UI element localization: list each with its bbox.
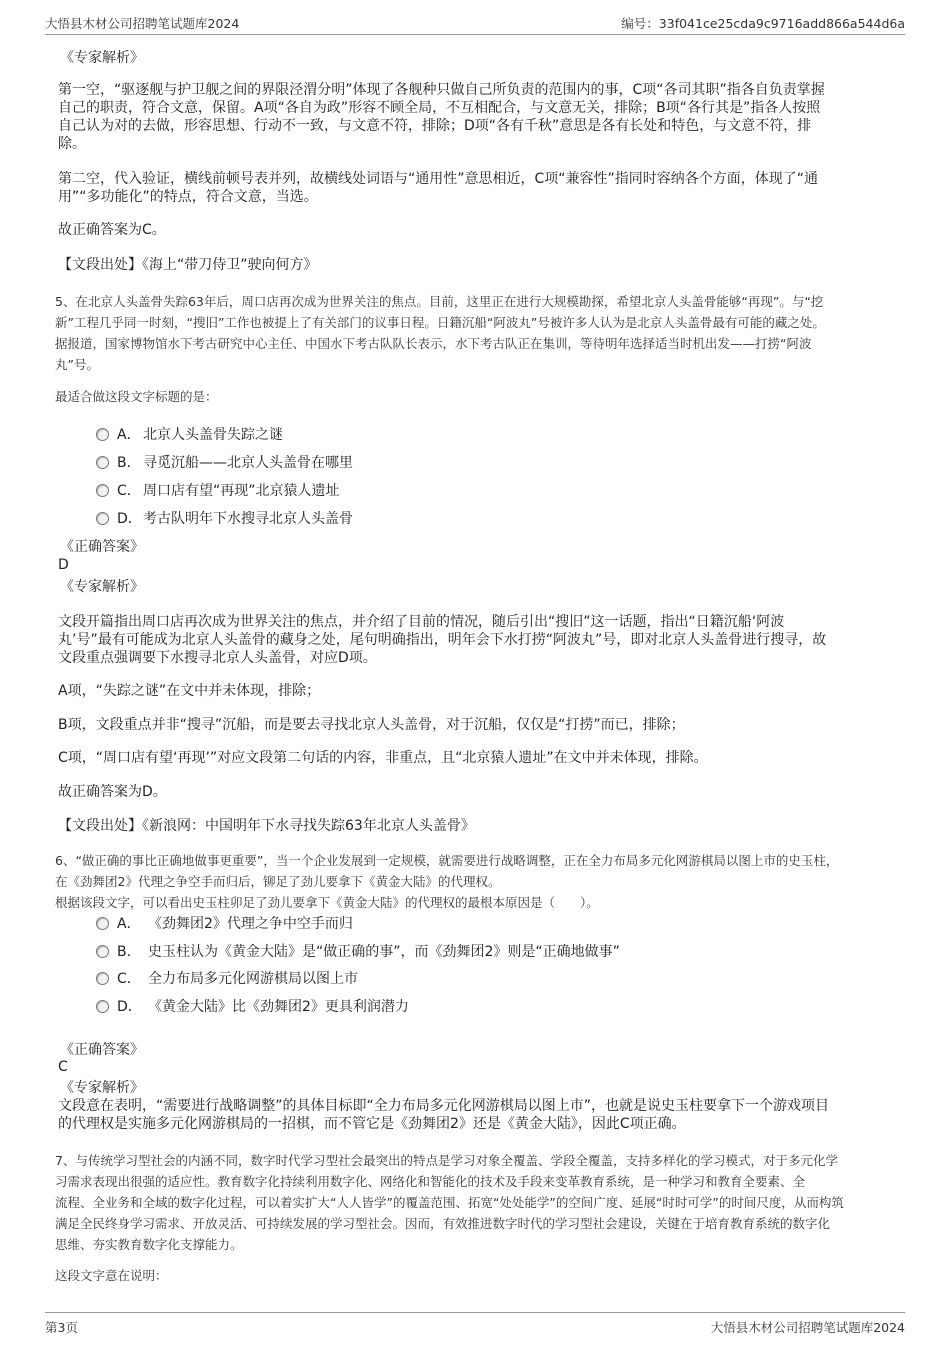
radio-icon[interactable] <box>96 945 109 958</box>
q6-option-c[interactable]: C． 全力布局多元化网游棋局以图上市 <box>96 968 105 988</box>
q6-explanation: 文段意在表明，“需要进行战略调整”的具体目标即“全力布局多元化网游棋局以图上市”，也就是说史玉柱要拿下一个游戏项目 的代理权是实施多元化网游棋局的一招棋，而不管它是《劲舞团2》还是《黄金大陆》，因此C项正确。 <box>58 1098 830 1132</box>
q6-option-b[interactable]: B． 史玉柱认为《黄金大陆》是“做正确的事”，而《劲舞团2》则是“正确地做事” <box>96 941 105 961</box>
q4-analysis-para2: 第二空，代入验证，横线前顿号表并列，故横线处词语与“通用性”意思相近，C项“兼容性”指同时容纳各个方面，体现了“通 用”“多功能化”的特点，符合文意，当选。 <box>58 171 819 205</box>
radio-icon[interactable] <box>96 917 109 930</box>
header-doc-id: 编号：33f041ce25cda9c9716add866a544d6a <box>621 16 905 31</box>
header-title: 大悟县木材公司招聘笔试题库2024 <box>45 16 240 31</box>
q5-option-d[interactable]: D． 考古队明年下水搜寻北京人头盖骨 <box>96 508 105 528</box>
q4-conclusion: 故正确答案为C。 <box>58 222 166 238</box>
q7-stem: 7、与传统学习型社会的内涵不同，数字时代学习型社会最突出的特点是学习对象全覆盖、学段全覆盖，支持多样化的学习模式，对于多元化学 习需求表现出很强的适应性。教育数字化持续利用数字化、网络化和智能化的技术及手段来变革教育系统，是一种学习和教育全要素、全 流程、全业务和全域的数字化过程，可以着实扩大“人人皆学”的覆盖范围、拓宽“处处能学”的空间广度、延展“时时可学”的时间尺度，从而构筑 满足全民终身学习需求、开放灵活、可持续发展的学习型社会。因而，有效推进数字时代的学习型社会建设，关键在于培育教育系统的数字化 思维、夯实教育数字化支撑能力。 <box>55 1153 844 1252</box>
radio-icon[interactable] <box>96 972 109 985</box>
q4-analysis-para1: 第一空，“驱逐舰与护卫舰之间的界限泾渭分明”体现了各舰种只做自己所负责的范围内的事，C项“各司其职”指各自负责掌握 自己的职责，符合文意，保留。A项“各自为政”形容不顾全局，不互相配合，与文意无关，排除；B项“各行其是”指各人按照 自己认为对的去做，形容思想、行动不一致，与文意不符，排除；D项“各有千秋”意思是各有长处和特色，与文意不符，排 除。 <box>58 82 825 152</box>
header-divider <box>45 34 905 35</box>
footer-divider <box>45 1312 905 1313</box>
q6-expert-label: 《专家解析》 <box>60 1080 144 1096</box>
radio-icon[interactable] <box>96 484 109 497</box>
q5-expert-label: 《专家解析》 <box>60 579 144 595</box>
radio-icon[interactable] <box>96 456 109 469</box>
q5-option-a[interactable]: A． 北京人头盖骨失踪之谜 <box>96 424 105 444</box>
q5-note-b: B项，文段重点并非“搜寻”沉船，而是要去寻找北京人头盖骨，对于沉船，仅仅是“打捞”而已，排除； <box>58 717 685 733</box>
q5-conclusion: 故正确答案为D。 <box>58 784 167 800</box>
q4-expert-label: 《专家解析》 <box>60 50 144 66</box>
q6-answer: C <box>58 1059 68 1075</box>
footer-title: 大悟县木材公司招聘笔试题库2024 <box>710 1320 905 1335</box>
page-number: 第3页 <box>45 1320 78 1335</box>
radio-icon[interactable] <box>96 1000 109 1013</box>
page-header <box>45 14 905 34</box>
q7-question: 这段文字意在说明： <box>55 1268 168 1283</box>
radio-icon[interactable] <box>96 428 109 441</box>
q5-option-b[interactable]: B． 寻觅沉船——北京人头盖骨在哪里 <box>96 452 105 472</box>
q6-option-a[interactable]: A． 《劲舞团2》代理之争中空手而归 <box>96 913 105 933</box>
q6-option-d[interactable]: D． 《黄金大陆》比《劲舞团2》更具利润潜力 <box>96 996 105 1016</box>
q4-source: 【文段出处】《海上“带刀侍卫”驶向何方》 <box>58 257 318 273</box>
q5-question: 最适合做这段文字标题的是： <box>55 389 218 404</box>
radio-icon[interactable] <box>96 512 109 525</box>
q5-source: 【文段出处】《新浪网：中国明年下水寻找失踪63年北京人头盖骨》 <box>58 818 475 834</box>
q6-stem: 6、“做正确的事比正确地做事更重要”，当一个企业发展到一定规模，就需要进行战略调整，正在全力布局多元化网游棋局以图上市的史玉柱， 在《劲舞团2》代理之争空手而归后，铆足了劲儿要拿下《黄金大陆》的代理权。 根据该段文字，可以看出史玉柱卯足了劲儿要拿下《黄金大陆》的代理权的最根本原因是（ ）。 <box>55 853 839 910</box>
q5-note-c: C项，“周口店有望‘再现’”对应文段第二句话的内容，非重点，且“北京猿人遗址”在文中并未体现，排除。 <box>58 750 708 766</box>
q5-answer: D <box>58 557 69 573</box>
q5-answer-label: 《正确答案》 <box>60 539 144 555</box>
q5-note-a: A项，“失踪之谜”在文中并未体现，排除； <box>58 683 321 699</box>
q6-answer-label: 《正确答案》 <box>60 1042 144 1058</box>
q5-analysis-para1: 文段开篇指出周口店再次成为世界关注的焦点，并介绍了目前的情况，随后引出“搜旧”这一话题，指出“日籍沉船‘阿波 丸’号”最有可能成为北京人头盖骨的藏身之处，尾句明确指出，明年会下水打捞“阿波丸”号，即对北京人头盖骨进行搜寻，故 文段重点强调要下水搜寻北京人头盖骨，对应D项。 <box>58 614 827 666</box>
q5-option-c[interactable]: C． 周口店有望“再现”北京猿人遗址 <box>96 480 105 500</box>
q5-stem: 5、在北京人头盖骨失踪63年后，周口店再次成为世界关注的焦点。目前，这里正在进行大规模勘探，希望北京人头盖骨能够“再现”。与“挖 新”工程几乎同一时刻，“搜旧”工作也被提上了有关部门的议事日程。日籍沉船“阿波丸”号被许多人认为是北京人头盖骨最有可能的藏之处。 据报道，国家博物馆水下考古研究中心主任、中国水下考古队队长表示，水下考古队正在集训，等待明年选择适当时机出发——打捞“阿波 丸”号。 <box>55 294 825 372</box>
